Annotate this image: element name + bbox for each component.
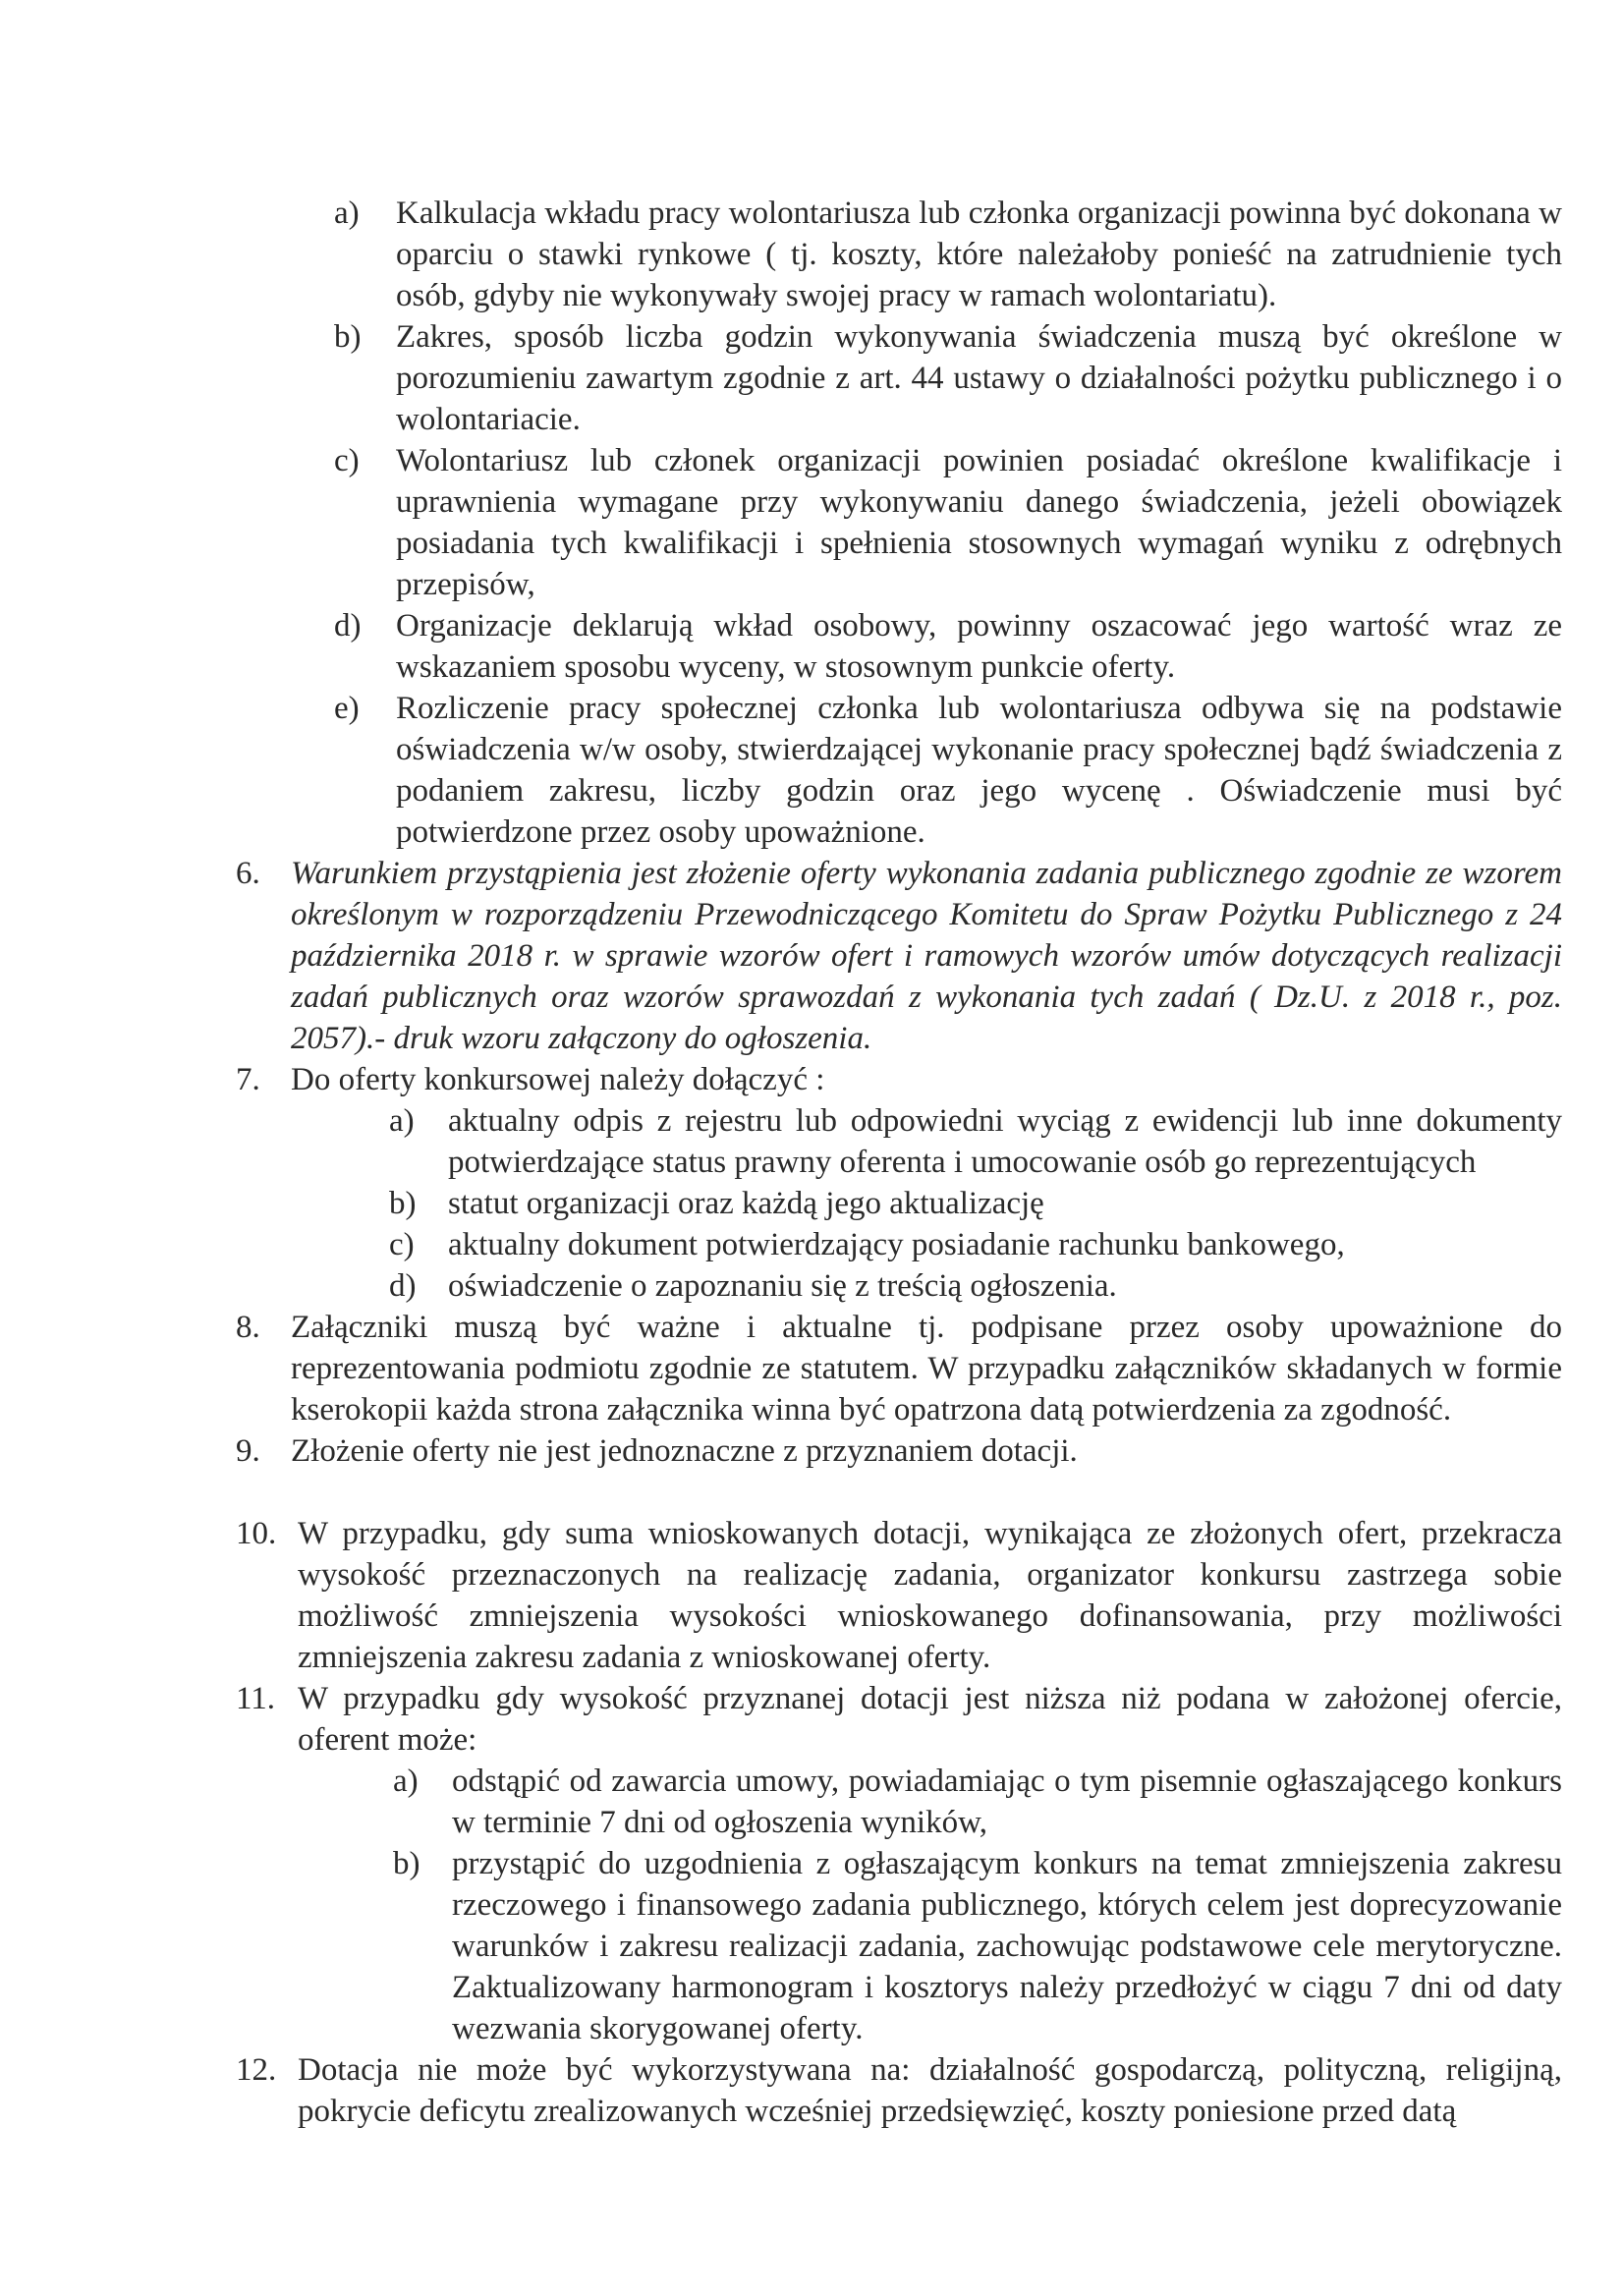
item-text: Załączniki muszą być ważne i aktualne tj. podpisane przez osoby upoważnione do reprezentowania podmiotu zgodnie ze statutem. W przypadku załączników składanych w formie kserokopii każda strona załącznika winna być opatrzona datą potwierdzenia za zgodność. bbox=[291, 1310, 1562, 1428]
list-text: statut organizacji oraz każdą jego aktualizację bbox=[448, 1186, 1044, 1221]
item7-sub-c bbox=[389, 1224, 1562, 1265]
numbered-item-7 bbox=[236, 1059, 1562, 1100]
paragraph-spacer bbox=[236, 1472, 1562, 1513]
list-marker: b) bbox=[393, 1846, 420, 1881]
list-item-e bbox=[334, 688, 1562, 853]
item11-sub-b bbox=[393, 1843, 1562, 2049]
list-text: Wolontariusz lub członek organizacji powinien posiadać określone kwalifikacje i uprawnienia wymagane przy wykonywaniu danego świadczenia, jeżeli obowiązek posiadania tych kwalifikacji i spełnienia stosownych wymagań wyniku z odrębnych przepisów, bbox=[396, 443, 1562, 602]
list-marker: c) bbox=[334, 443, 360, 478]
list-marker: c) bbox=[389, 1227, 415, 1262]
item-text: Warunkiem przystąpienia jest złożenie oferty wykonania zadania publicznego zgodnie ze wzorem określonym w rozporządzeniu Przewodniczącego Komitetu do Spraw Pożytku Publicznego z 24 października 2018 r. w sprawie wzorów ofert i ramowych wzorów umów dotyczących realizacji zadań publicznych oraz wzorów sprawozdań z wykonania tych zadań ( Dz.U. z 2018 r., poz. 2057).- druk wzoru załączony do ogłoszenia. bbox=[291, 856, 1562, 1056]
list-text: aktualny dokument potwierdzający posiadanie rachunku bankowego, bbox=[448, 1227, 1345, 1262]
numbered-item-9 bbox=[236, 1430, 1562, 1472]
list-text: Zakres, sposób liczba godzin wykonywania świadczenia muszą być określone w porozumieniu zawartym zgodnie z art. 44 ustawy o działalności pożytku publicznego i o wolontariacie. bbox=[396, 319, 1562, 437]
list-text: oświadczenie o zapoznaniu się z treścią ogłoszenia. bbox=[448, 1268, 1117, 1304]
list-item-d bbox=[334, 605, 1562, 688]
item7-sub-d bbox=[389, 1265, 1562, 1307]
item-number: 7. bbox=[236, 1062, 260, 1097]
item-number: 9. bbox=[236, 1433, 260, 1469]
item-number: 6. bbox=[236, 856, 260, 891]
item-text: W przypadku, gdy suma wnioskowanych dotacji, wynikająca ze złożonych ofert, przekracza wysokość przeznaczonych na realizację zadania, organizator konkursu zastrzega sobie możliwość zmniejszenia wysokości wnioskowanego dofinansowania, przy możliwości zmniejszenia zakresu zadania z wnioskowanej oferty. bbox=[298, 1516, 1562, 1675]
list-marker: d) bbox=[334, 608, 362, 644]
item-number: 11. bbox=[236, 1681, 276, 1716]
item-number: 12. bbox=[236, 2052, 277, 2088]
list-text: odstąpić od zawarcia umowy, powiadamiając o tym pisemnie ogłaszającego konkurs w terminie 7 dni od ogłoszenia wyników, bbox=[452, 1764, 1562, 1840]
list-marker: b) bbox=[334, 319, 362, 355]
item11-sub-a bbox=[393, 1761, 1562, 1843]
numbered-item-11 bbox=[236, 1678, 1562, 1761]
list-text: Organizacje deklarują wkład osobowy, powinny oszacować jego wartość wraz ze wskazaniem sposobu wyceny, w stosownym punkcie oferty. bbox=[396, 608, 1562, 685]
numbered-item-10 bbox=[236, 1513, 1562, 1678]
numbered-item-8 bbox=[236, 1307, 1562, 1430]
item-text: W przypadku gdy wysokość przyznanej dotacji jest niższa niż podana w założonej ofercie, oferent może: bbox=[298, 1681, 1562, 1758]
numbered-item-12 bbox=[236, 2049, 1562, 2132]
list-marker: a) bbox=[393, 1764, 419, 1799]
list-marker: a) bbox=[389, 1103, 415, 1139]
item-text: Do oferty konkursowej należy dołączyć : bbox=[291, 1062, 825, 1097]
list-marker: a) bbox=[334, 196, 360, 231]
list-marker: d) bbox=[389, 1268, 417, 1304]
item-text: Złożenie oferty nie jest jednoznaczne z przyznaniem dotacji. bbox=[291, 1433, 1078, 1469]
list-marker: b) bbox=[389, 1186, 417, 1221]
list-item-b bbox=[334, 316, 1562, 440]
document-body bbox=[236, 193, 1562, 2132]
item7-sub-b bbox=[389, 1183, 1562, 1224]
list-text: Rozliczenie pracy społecznej członka lub wolontariusza odbywa się na podstawie oświadczenia w/w osoby, stwierdzającej wykonanie pracy społecznej bądź świadczenia z podaniem zakresu, liczby godzin oraz jego wycenę . Oświadczenie musi być potwierdzone przez osoby upoważnione. bbox=[396, 691, 1562, 850]
item7-sub-a bbox=[389, 1100, 1562, 1183]
numbered-item-6 bbox=[236, 853, 1562, 1059]
list-text: aktualny odpis z rejestru lub odpowiedni wyciąg z ewidencji lub inne dokumenty potwierdzające status prawny oferenta i umocowanie osób go reprezentujących bbox=[448, 1103, 1562, 1180]
list-item-a bbox=[334, 193, 1562, 316]
item-text: Dotacja nie może być wykorzystywana na: działalność gospodarczą, polityczną, religijną, pokrycie deficytu zrealizowanych wcześniej przedsięwzięć, koszty poniesione przed datą bbox=[298, 2052, 1562, 2129]
list-item-c bbox=[334, 440, 1562, 605]
item-number: 8. bbox=[236, 1310, 260, 1345]
list-marker: e) bbox=[334, 691, 360, 726]
item-number: 10. bbox=[236, 1516, 277, 1551]
list-text: przystąpić do uzgodnienia z ogłaszającym konkurs na temat zmniejszenia zakresu rzeczowego i finansowego zadania publicznego, których celem jest doprecyzowanie warunków i zakresu realizacji zadania, zachowując podstawowe cele merytoryczne. Zaktualizowany harmonogram i kosztorys należy przedłożyć w ciągu 7 dni od daty wezwania skorygowanej oferty. bbox=[452, 1846, 1562, 2046]
list-text: Kalkulacja wkładu pracy wolontariusza lub członka organizacji powinna być dokonana w oparciu o stawki rynkowe ( tj. koszty, które należałoby ponieść na zatrudnienie tych osób, gdyby nie wykonywały swojej pracy w ramach wolontariatu). bbox=[396, 196, 1562, 313]
